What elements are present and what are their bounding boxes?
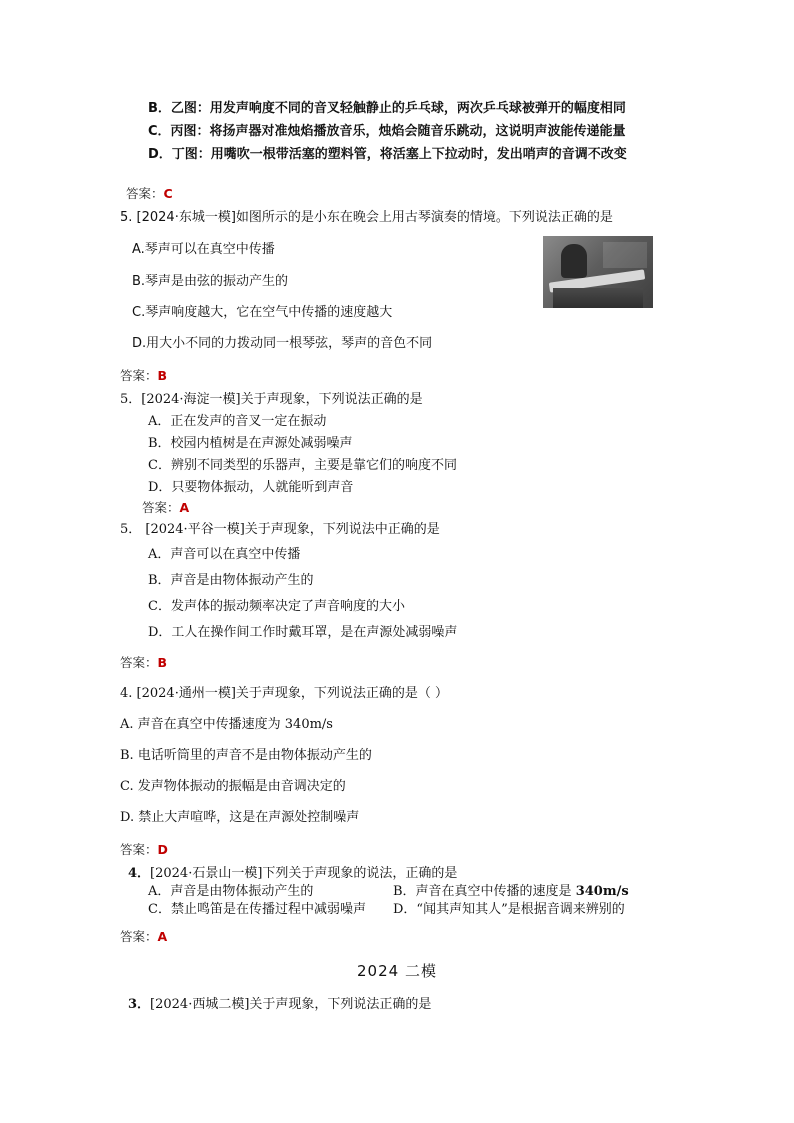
option-b-text: B．声音在真空中传播的速度是 — [393, 884, 576, 899]
option-a: A．声音是由物体振动产生的 — [148, 884, 314, 899]
option-c: C．禁止鸣笛是在传播过程中减弱噪声 — [148, 902, 366, 917]
section-heading: 2024 二模 — [357, 962, 437, 980]
guqin-performance-photo — [543, 236, 653, 308]
answer-label: 答案： — [120, 929, 158, 944]
answer-value: C — [163, 186, 173, 201]
option-d: D. 禁止大声喧哗，这是在声源处控制噪声 — [120, 810, 360, 825]
answer-line — [120, 929, 167, 945]
answer-value: B — [157, 655, 168, 670]
option-b-value: 340m/s — [575, 884, 629, 899]
option-d: D.用大小不同的力拨动同一根琴弦，琴声的音色不同 — [132, 336, 433, 351]
option-b: B.琴声是由弦的振动产生的 — [132, 274, 289, 289]
answer-label: 答案： — [126, 186, 164, 201]
answer-line — [120, 368, 167, 384]
question-stem: 5． [2024·平谷一模]关于声现象，下列说法中正确的是 — [120, 522, 440, 537]
question-stem: 5．[2024·海淀一模]关于声现象，下列说法正确的是 — [120, 392, 423, 407]
question-number: 3． — [128, 997, 151, 1012]
answer-label: 答案： — [142, 500, 180, 515]
option-c: C.琴声响度越大，它在空气中传播的速度越大 — [132, 305, 393, 320]
option-d: D．工人在操作间工作时戴耳罩，是在声源处减弱噪声 — [148, 625, 458, 640]
answer-line — [126, 186, 173, 202]
answer-value: B — [157, 368, 168, 383]
option-b: B．校园内植树是在声源处减弱噪声 — [148, 436, 353, 451]
option-c: C．发声体的振动频率决定了声音响度的大小 — [148, 599, 405, 614]
option-c: C．丙图：将扬声器对准烛焰播放音乐，烛焰会随音乐跳动，这说明声波能传递能量 — [148, 124, 626, 139]
question-number: 4． — [128, 866, 151, 881]
answer-line — [120, 842, 168, 858]
answer-value: D — [157, 842, 168, 857]
question-text: [2024·石景山一模]下列关于声现象的说法，正确的是 — [150, 866, 458, 881]
option-a: A．正在发声的音叉一定在振动 — [148, 414, 327, 429]
question-stem — [128, 997, 431, 1013]
option-b: B. 电话听筒里的声音不是由物体振动产生的 — [120, 748, 372, 763]
option-a: A. 声音在真空中传播速度为 340m/s — [120, 717, 333, 732]
option-c: C．辨别不同类型的乐器声，主要是靠它们的响度不同 — [148, 458, 457, 473]
answer-label: 答案： — [120, 655, 158, 670]
option-b: B．乙图：用发声响度不同的音叉轻触静止的乒乓球，两次乒乓球被弹开的幅度相同 — [148, 101, 626, 116]
answer-label: 答案： — [120, 842, 158, 857]
answer-line — [120, 655, 167, 671]
answer-value: A — [179, 500, 190, 515]
option-a: A．声音可以在真空中传播 — [148, 547, 301, 562]
answer-label: 答案： — [120, 368, 158, 383]
question-stem — [128, 866, 457, 882]
answer-line — [142, 500, 189, 516]
question-stem: 4. [2024·通州一模]关于声现象，下列说法正确的是（ ） — [120, 686, 449, 701]
option-d: D．只要物体振动，人就能听到声音 — [148, 480, 354, 495]
option-c: C. 发声物体振动的振幅是由音调决定的 — [120, 779, 346, 794]
option-b: B．声音是由物体振动产生的 — [148, 573, 314, 588]
option-a: A.琴声可以在真空中传播 — [132, 242, 275, 257]
option-d: D．“闻其声知其人”是根据音调来辨别的 — [393, 902, 625, 917]
option-b — [393, 884, 629, 900]
question-stem: 5. [2024·东城一模]如图所示的是小东在晚会上用古琴演奏的情境。下列说法正确的是 — [120, 210, 613, 225]
question-text: [2024·西城二模]关于声现象，下列说法正确的是 — [150, 997, 432, 1012]
answer-value: A — [157, 929, 168, 944]
option-d: D．丁图：用嘴吹一根带活塞的塑料管，将活塞上下拉动时，发出哨声的音调不改变 — [148, 147, 627, 162]
